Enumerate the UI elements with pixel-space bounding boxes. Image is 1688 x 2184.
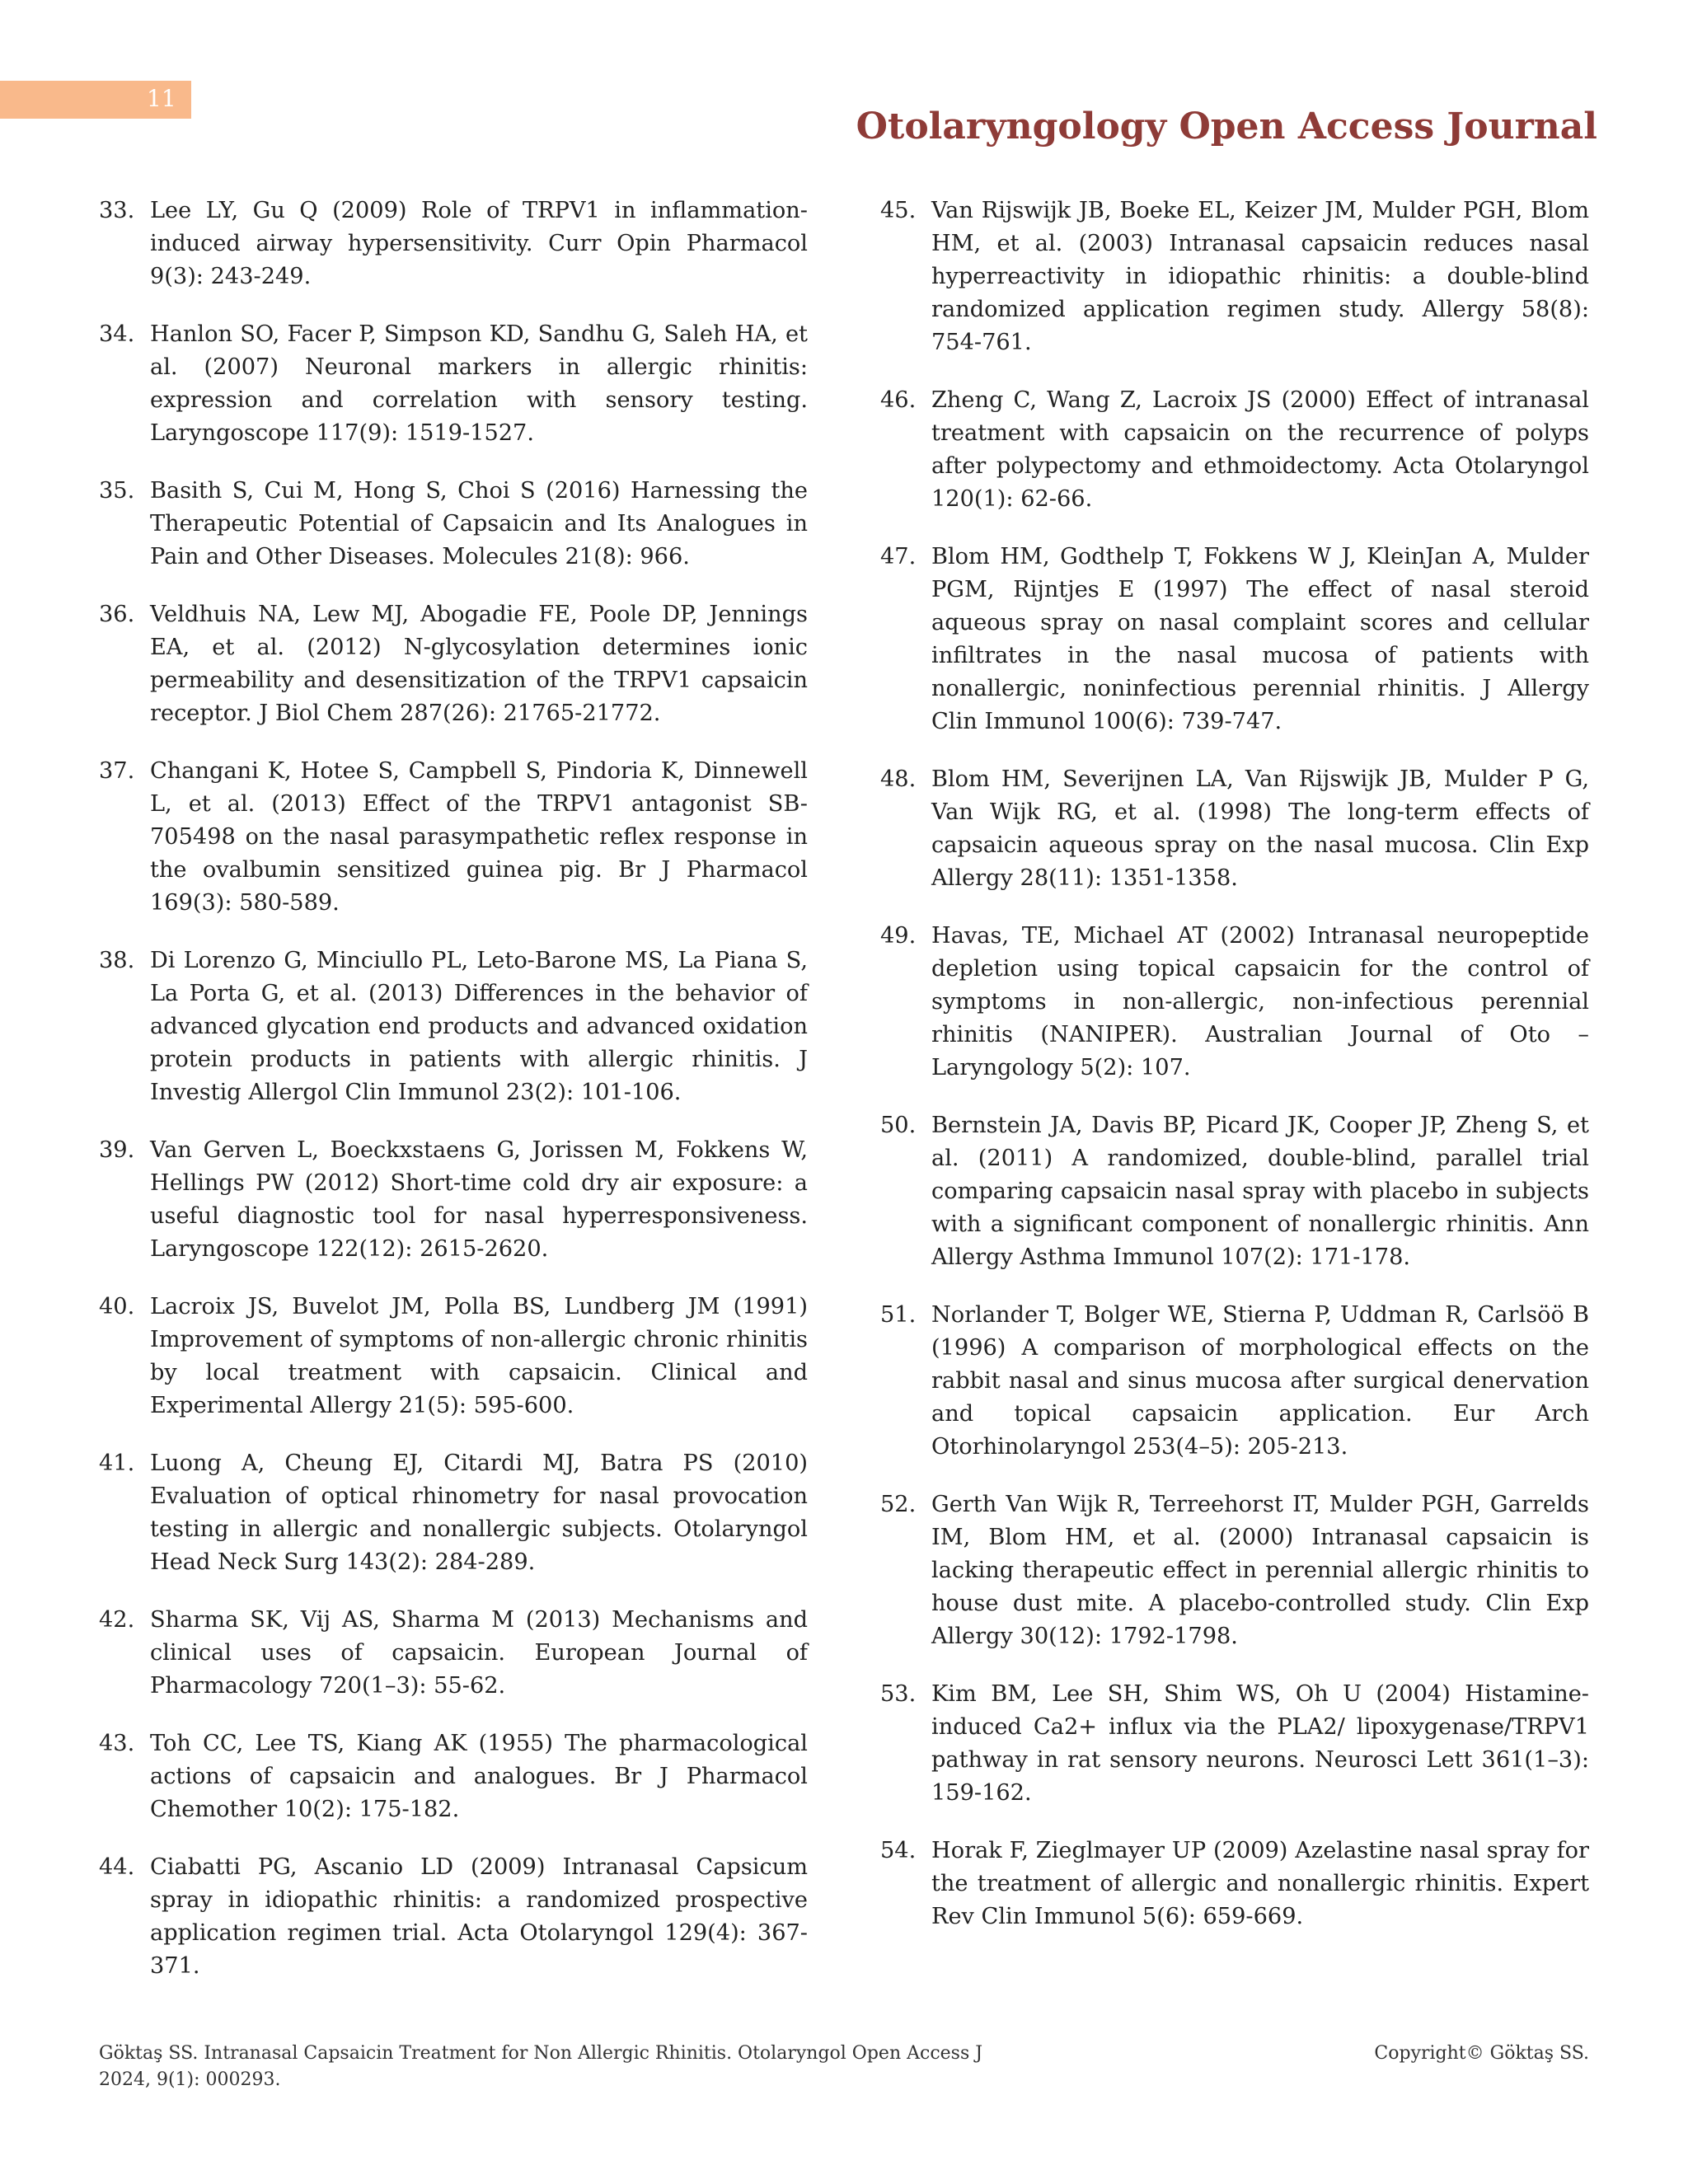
reference-item <box>880 194 1589 359</box>
reference-text: Kim BM, Lee SH, Shim WS, Oh U (2004) Histamine-induced Ca2+ influx via the PLA2/ lipoxygenase/TRPV1 pathway in rat sensory neurons. Neurosci Lett 361(1–3): 159-162. <box>931 1681 1589 1806</box>
reference-text: Van Gerven L, Boeckxstaens G, Jorissen M, Fokkens W, Hellings PW (2012) Short-time cold dry air exposure: a useful diagnostic tool for nasal hyperresponsiveness. Laryngoscope 122(12): 2615-2620. <box>150 1137 808 1262</box>
reference-text: Gerth Van Wijk R, Terreehorst IT, Mulder PGH, Garrelds IM, Blom HM, et al. (2000) Intranasal capsaicin is lacking therapeutic effect in perennial allergic rhinitis to house dust mite. A placebo-controlled study. Clin Exp Allergy 30(12): 1792-1798. <box>931 1492 1589 1649</box>
reference-number: 49. <box>880 923 917 949</box>
reference-number: 52. <box>880 1492 917 1517</box>
reference-item <box>880 1488 1589 1653</box>
reference-item <box>99 1291 808 1422</box>
reference-text: Hanlon SO, Facer P, Simpson KD, Sandhu G, Saleh HA, et al. (2007) Neuronal markers in allergic rhinitis: expression and correlation with sensory testing. Laryngoscope 117(9): 1519-1527. <box>150 321 808 446</box>
reference-text: Sharma SK, Vij AS, Sharma M (2013) Mechanisms and clinical uses of capsaicin. European Journal of Pharmacology 720(1–3): 55-62. <box>150 1607 808 1699</box>
page-number: 11 <box>147 85 176 112</box>
reference-text: Veldhuis NA, Lew MJ, Abogadie FE, Poole DP, Jennings EA, et al. (2012) N-glycosylation determines ionic permeability and desensitization of the TRPV1 capsaicin receptor. J Biol Chem 287(26): 21765-21772. <box>150 602 808 726</box>
reference-number: 36. <box>99 602 135 627</box>
reference-number: 50. <box>880 1113 917 1138</box>
reference-item <box>99 194 808 293</box>
reference-text: Blom HM, Severijnen LA, Van Rijswijk JB, Mulder P G, Van Wijk RG, et al. (1998) The long-term effects of capsaicin aqueous spray on the nasal mucosa. Clin Exp Allergy 28(11): 1351-1358. <box>931 766 1589 891</box>
references-right-column <box>880 194 1589 1958</box>
references-section <box>99 194 1589 1991</box>
reference-text: Basith S, Cui M, Hong S, Choi S (2016) Harnessing the Therapeutic Potential of Capsaicin and Its Analogues in Pain and Other Diseases. Molecules 21(8): 966. <box>150 478 808 569</box>
reference-text: Di Lorenzo G, Minciullo PL, Leto-Barone MS, La Piana S, La Porta G, et al. (2013) Differences in the behavior of advanced glycation end products and advanced oxidation protein products in patients with allergic rhinitis. J Investig Allergol Clin Immunol 23(2): 101-106. <box>150 948 808 1105</box>
reference-text: Ciabatti PG, Ascanio LD (2009) Intranasal Capsicum spray in idiopathic rhinitis: a randomized prospective application regimen trial. Acta Otolaryngol 129(4): 367-371. <box>150 1854 808 1979</box>
reference-number: 43. <box>99 1731 135 1756</box>
reference-item <box>880 384 1589 516</box>
reference-number: 41. <box>99 1451 135 1476</box>
reference-text: Lacroix JS, Buvelot JM, Polla BS, Lundberg JM (1991) Improvement of symptoms of non-allergic chronic rhinitis by local treatment with capsaicin. Clinical and Experimental Allergy 21(5): 595-600. <box>150 1294 808 1418</box>
reference-item <box>99 1851 808 1983</box>
reference-text: Toh CC, Lee TS, Kiang AK (1955) The pharmacological actions of capsaicin and analogues. Br J Pharmacol Chemother 10(2): 175-182. <box>150 1731 808 1822</box>
footer-copyright: Copyright© Göktaş SS. <box>1374 2043 1589 2064</box>
reference-item <box>99 944 808 1109</box>
reference-item <box>99 1447 808 1579</box>
reference-item <box>880 1678 1589 1810</box>
reference-number: 37. <box>99 758 135 784</box>
reference-item <box>99 1604 808 1703</box>
reference-item <box>99 1727 808 1826</box>
reference-text: Changani K, Hotee S, Campbell S, Pindoria K, Dinnewell L, et al. (2013) Effect of the TRPV1 antagonist SB-705498 on the nasal parasympathetic reflex response in the ovalbumin sensitized guinea pig. Br J Pharmacol 169(3): 580-589. <box>150 758 808 916</box>
reference-text: Lee LY, Gu Q (2009) Role of TRPV1 in inflammation-induced airway hypersensitivity. Curr Opin Pharmacol 9(3): 243-249. <box>150 198 808 289</box>
reference-item <box>880 1835 1589 1933</box>
reference-item <box>99 755 808 920</box>
footer-citation: Göktaş SS. Intranasal Capsaicin Treatment for Non Allergic Rhinitis. Otolaryngol Open Access J 2024, 9(1): 000293. <box>99 2043 983 2090</box>
reference-item <box>880 920 1589 1085</box>
reference-item <box>880 541 1589 738</box>
reference-number: 39. <box>99 1137 135 1163</box>
reference-text: Luong A, Cheung EJ, Citardi MJ, Batra PS (2010) Evaluation of optical rhinometry for nasal provocation testing in allergic and nonallergic subjects. Otolaryngol Head Neck Surg 143(2): 284-289. <box>150 1451 808 1575</box>
reference-number: 48. <box>880 766 917 792</box>
reference-number: 35. <box>99 478 135 504</box>
reference-number: 45. <box>880 198 917 223</box>
reference-number: 51. <box>880 1302 917 1328</box>
reference-text: Norlander T, Bolger WE, Stierna P, Uddman R, Carlsöö B (1996) A comparison of morphological effects on the rabbit nasal and sinus mucosa after surgical denervation and topical capsaicin application. Eur Arch Otorhinolaryngol 253(4–5): 205-213. <box>931 1302 1589 1460</box>
reference-number: 47. <box>880 544 917 569</box>
references-left-column <box>99 194 808 2008</box>
reference-item <box>880 1299 1589 1464</box>
journal-title: Otolaryngology Open Access Journal <box>856 105 1597 148</box>
reference-number: 54. <box>880 1838 917 1863</box>
reference-number: 44. <box>99 1854 135 1880</box>
reference-text: Havas, TE, Michael AT (2002) Intranasal neuropeptide depletion using topical capsaicin for the control of symptoms in non-allergic, non-infectious perennial rhinitis (NANIPER). Australian Journal of Oto – Laryngology 5(2): 107. <box>931 923 1589 1080</box>
reference-text: Blom HM, Godthelp T, Fokkens W J, KleinJan A, Mulder PGM, Rijntjes E (1997) The effect of nasal steroid aqueous spray on nasal complaint scores and cellular infiltrates in the nasal mucosa of patients with nonallergic, noninfectious perennial rhinitis. J Allergy Clin Immunol 100(6): 739-747. <box>931 544 1589 734</box>
reference-number: 40. <box>99 1294 135 1319</box>
reference-item <box>99 318 808 450</box>
reference-item <box>880 1109 1589 1274</box>
reference-text: Van Rijswijk JB, Boeke EL, Keizer JM, Mulder PGH, Blom HM, et al. (2003) Intranasal capsaicin reduces nasal hyperreactivity in idiopathic rhinitis: a double-blind randomized application regimen study. Allergy 58(8): 754-761. <box>931 198 1589 355</box>
reference-number: 42. <box>99 1607 135 1633</box>
reference-item <box>99 598 808 730</box>
reference-item <box>99 1134 808 1266</box>
reference-number: 38. <box>99 948 135 973</box>
reference-text: Zheng C, Wang Z, Lacroix JS (2000) Effect of intranasal treatment with capsaicin on the recurrence of polyps after polypectomy and ethmoidectomy. Acta Otolaryngol 120(1): 62-66. <box>931 387 1589 512</box>
reference-number: 34. <box>99 321 135 347</box>
reference-text: Horak F, Zieglmayer UP (2009) Azelastine nasal spray for the treatment of allergic and nonallergic rhinitis. Expert Rev Clin Immunol 5(6): 659-669. <box>931 1838 1589 1929</box>
reference-number: 33. <box>99 198 135 223</box>
reference-item <box>99 475 808 574</box>
reference-number: 46. <box>880 387 917 413</box>
reference-item <box>880 763 1589 895</box>
reference-number: 53. <box>880 1681 917 1707</box>
reference-text: Bernstein JA, Davis BP, Picard JK, Cooper JP, Zheng S, et al. (2011) A randomized, double-blind, parallel trial comparing capsaicin nasal spray with placebo in subjects with a significant component of nonallergic rhinitis. Ann Allergy Asthma Immunol 107(2): 171-178. <box>931 1113 1589 1270</box>
